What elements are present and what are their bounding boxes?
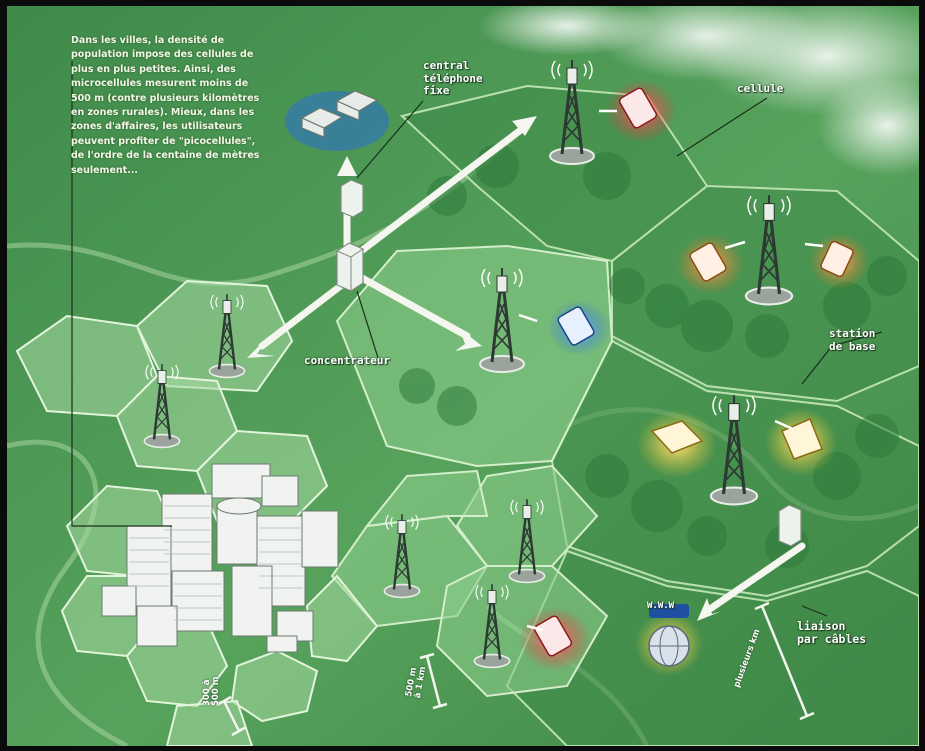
label-concentrateur: concentrateur [304,354,391,367]
label-cellule: cellule [737,82,784,95]
www-label: W.W.W [647,601,675,611]
intro-text: Dans les villes, la densité de population impose des cellules de plus en plus petites. Ainsi, des microcellules mesurent moins de 500 m (contre plusieurs kilomètres en zones rurales). Mieux, dans les zones d'affaires, les utilisateurs peuvent profiter de "picocellules", de l'ordre de la centaine de mètres seulement... [71,35,260,176]
label-liaison-par-cables: liaison par câbles [797,619,867,647]
dimension-pico-cell: 300 à 500 m [202,676,221,706]
concentrateur-box [337,243,363,291]
network-diagram [7,6,919,746]
label-station-de-base: station de base [829,327,876,353]
dimension-macro-cell: plusieurs km [732,627,763,690]
label-central-telephone-fixe: central téléphone fixe [423,59,483,98]
dimension-micro-cell: 500 m à 1 km [404,665,429,700]
